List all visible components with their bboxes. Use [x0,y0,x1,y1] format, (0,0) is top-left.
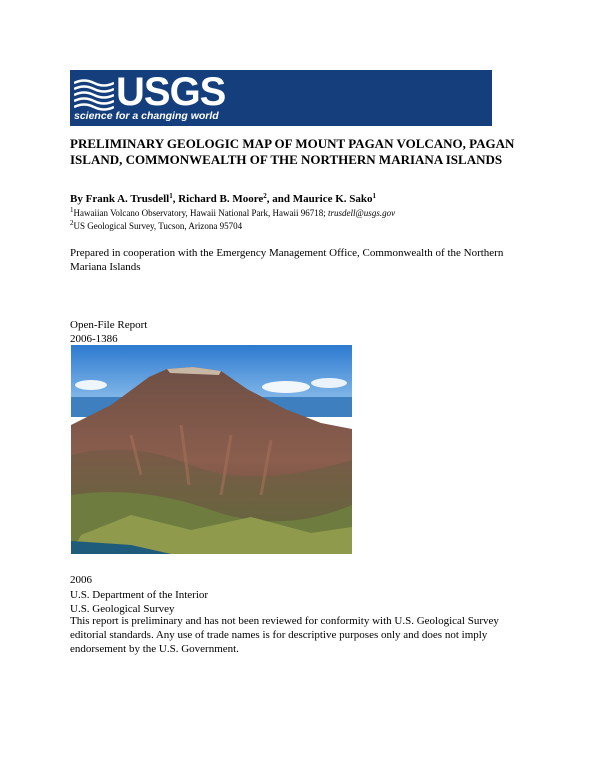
usgs-logo-text: USGS [116,70,226,114]
author-separator: , [172,193,179,205]
author-name: Frank A. Trusdell [85,193,170,205]
report-title: PRELIMINARY GEOLOGIC MAP OF MOUNT PAGAN VOLCANO, PAGAN ISLAND, COMMONWEALTH OF THE NORTHERN MARIANA ISLANDS [70,136,515,167]
author-line [70,192,376,206]
agency: U.S. Geological Survey [70,603,175,615]
volcano-photo-image [71,345,352,554]
affiliation-mark: 1 [70,206,74,214]
author-affiliation-mark: 2 [263,192,267,200]
affiliation-text: Hawaiian Volcano Observatory, Hawaii National Park, Hawaii 96718; [73,208,329,218]
affiliation-email: trusdell@usgs.gov [328,208,396,218]
affiliation-mark: 2 [70,219,74,227]
volcano-photo [71,345,352,554]
author-separator: , and [266,193,293,205]
affiliation-text: US Geological Survey, Tucson, Arizona 95704 [73,221,243,231]
usgs-tagline: science for a changing world [74,110,219,122]
prepared-statement: Prepared in cooperation with the Emergency Management Office, Commonwealth of the Northern Mariana Islands [70,247,504,273]
report-number: 2006-1386 [70,333,118,345]
author-prefix: By [70,193,86,205]
department: U.S. Department of the Interior [70,589,209,601]
usgs-banner [70,70,492,126]
affiliation-1 [70,208,395,219]
disclaimer: This report is preliminary and has not been reviewed for conformity with U.S. Geological Survey editorial standards. Any use of trade names is for descriptive purposes only and does not imply endorsement by the U.S. Government. [70,615,499,655]
usgs-wave-icon [74,77,114,111]
author-name: Richard B. Moore [178,193,264,205]
author-affiliation-mark: 1 [372,192,377,200]
author-affiliation-mark: 1 [169,192,173,200]
author-name: Maurice K. Sako [292,193,373,205]
publication-year: 2006 [70,574,92,586]
report-type: Open-File Report [70,319,148,331]
affiliation-2 [70,221,242,232]
